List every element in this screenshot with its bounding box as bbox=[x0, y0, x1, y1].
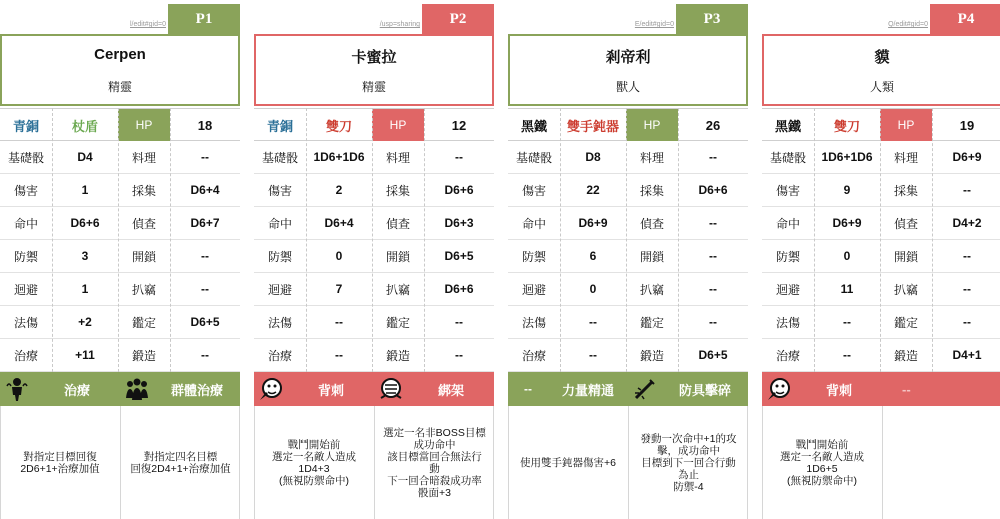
material-label: 青銅 bbox=[12, 118, 39, 134]
stat-value: D4 bbox=[77, 150, 93, 164]
card-topbar bbox=[254, 0, 494, 34]
stat-label: 基礎骰 bbox=[769, 150, 806, 165]
sheet-link[interactable]: Q/edit#gid=0 bbox=[888, 21, 928, 28]
skill-value: -- bbox=[709, 216, 717, 230]
skill-1-name: 力量精通 bbox=[561, 382, 614, 398]
stat-label: 法傷 bbox=[775, 315, 800, 330]
skill-1-description: 戰鬥開始前 選定一名敵人造成 1D6+5 (無視防禦命中) bbox=[780, 438, 864, 487]
skill-label: 鑑定 bbox=[385, 315, 410, 330]
material-label: 黑鐵 bbox=[520, 118, 547, 134]
skill-label: 偵查 bbox=[385, 216, 410, 231]
skill-label: 扒竊 bbox=[639, 282, 664, 297]
stat-row bbox=[254, 207, 494, 240]
stat-label: 傷害 bbox=[267, 183, 292, 198]
sheet-link[interactable]: l/edit#gid=0 bbox=[129, 21, 166, 28]
stat-label: 傷害 bbox=[13, 183, 38, 198]
skill-1-description: 對指定目標回復 2D6+1+治療加值 bbox=[20, 450, 100, 475]
stat-row bbox=[254, 141, 494, 174]
stat-row bbox=[508, 207, 748, 240]
stat-label: 防禦 bbox=[13, 249, 38, 264]
stat-row bbox=[762, 306, 1000, 339]
skill-1-description: 戰鬥開始前 選定一名敵人造成 1D4+3 (無視防禦命中) bbox=[272, 438, 356, 487]
skill-label: 料理 bbox=[131, 150, 156, 165]
character-name: Cerpen bbox=[94, 46, 146, 63]
skill-value: -- bbox=[709, 282, 717, 296]
skill-label: 鍛造 bbox=[385, 348, 410, 363]
stat-value: +2 bbox=[78, 315, 92, 329]
player-tag: P2 bbox=[422, 4, 494, 34]
skill-2-description: 選定一名非BOSS目標 成功命中 該目標當回合無法行 動 下一回合暗殺成功率 骰面+3 bbox=[374, 406, 494, 519]
skill-value: -- bbox=[709, 150, 717, 164]
skill-value: -- bbox=[201, 348, 209, 362]
stats-table bbox=[254, 141, 494, 372]
stat-row bbox=[254, 273, 494, 306]
material-label: 青銅 bbox=[266, 118, 293, 134]
skill-label: 鑑定 bbox=[639, 315, 664, 330]
stat-value: D6+4 bbox=[324, 216, 354, 230]
stat-value: 7 bbox=[335, 282, 343, 296]
name-box bbox=[0, 34, 240, 106]
stats-table bbox=[508, 141, 748, 372]
skill-1 bbox=[508, 372, 628, 406]
stat-value: -- bbox=[843, 315, 851, 329]
stat-label: 治療 bbox=[775, 348, 800, 363]
stat-value: 1 bbox=[81, 282, 89, 296]
skill-label: 鍛造 bbox=[893, 348, 918, 363]
stat-value: 11 bbox=[840, 282, 854, 296]
skill-value: D6+4 bbox=[190, 183, 220, 197]
skill-value: -- bbox=[455, 315, 463, 329]
stat-row bbox=[0, 339, 240, 372]
player-tag: P3 bbox=[676, 4, 748, 34]
weapon-label: 雙刀 bbox=[325, 118, 352, 134]
stat-value: +11 bbox=[75, 348, 95, 362]
stat-value: D6+6 bbox=[70, 216, 100, 230]
backstab-head-icon bbox=[254, 372, 288, 406]
character-card-p2 bbox=[254, 0, 494, 519]
stat-label: 命中 bbox=[267, 216, 292, 231]
skill-2-name: 綁架 bbox=[437, 382, 464, 398]
hp-label: HP bbox=[372, 109, 424, 141]
skill-label: 採集 bbox=[639, 183, 664, 198]
stat-row bbox=[762, 273, 1000, 306]
skill-2 bbox=[628, 372, 748, 406]
hp-value: 26 bbox=[705, 117, 721, 133]
stat-value: 1D6+1D6 bbox=[313, 150, 365, 164]
skill-value: D6+5 bbox=[698, 348, 728, 362]
stat-value: -- bbox=[335, 348, 343, 362]
material-label: 黑鐵 bbox=[774, 118, 801, 134]
healer-person-icon bbox=[0, 372, 34, 406]
stat-value: 0 bbox=[589, 282, 597, 296]
skill-2 bbox=[120, 372, 240, 406]
stat-value: 1D6+1D6 bbox=[821, 150, 873, 164]
stat-label: 基礎骰 bbox=[261, 150, 298, 165]
weapon-label: 雙手鈍器 bbox=[566, 118, 619, 134]
stat-value: -- bbox=[589, 315, 597, 329]
character-card-p1 bbox=[0, 0, 240, 519]
stat-label: 防禦 bbox=[267, 249, 292, 264]
skill-1-name: 背刺 bbox=[317, 382, 344, 398]
skill-1 bbox=[762, 372, 882, 406]
stat-label: 傷害 bbox=[775, 183, 800, 198]
stat-label: 治療 bbox=[521, 348, 546, 363]
armor-break-icon bbox=[628, 372, 662, 406]
stat-value: 22 bbox=[586, 183, 600, 197]
stat-row bbox=[254, 306, 494, 339]
stat-label: 迴避 bbox=[521, 282, 546, 297]
skill-value: -- bbox=[963, 315, 971, 329]
card-topbar bbox=[762, 0, 1000, 34]
skill-label: 開鎖 bbox=[131, 249, 156, 264]
character-name: 卡蜜拉 bbox=[351, 49, 397, 66]
stat-value: D8 bbox=[585, 150, 601, 164]
skill-value: -- bbox=[201, 282, 209, 296]
hp-value: 19 bbox=[959, 117, 975, 133]
skill-1 bbox=[254, 372, 374, 406]
skill-1-name: 治療 bbox=[63, 382, 90, 398]
skill-value: -- bbox=[709, 249, 717, 263]
skill-2-name: -- bbox=[902, 381, 911, 397]
stat-row bbox=[508, 141, 748, 174]
skill-value: -- bbox=[455, 150, 463, 164]
stat-label: 法傷 bbox=[13, 315, 38, 330]
card-topbar bbox=[508, 0, 748, 34]
skill-2-name: 防具擊碎 bbox=[678, 382, 731, 398]
skill-value: D6+9 bbox=[952, 150, 982, 164]
skill-2 bbox=[882, 372, 1000, 406]
skill-label: 開鎖 bbox=[639, 249, 664, 264]
stat-row bbox=[508, 339, 748, 372]
stat-label: 迴避 bbox=[267, 282, 292, 297]
stats-table bbox=[762, 141, 1000, 372]
skill-2-description bbox=[882, 406, 1000, 519]
character-card-p3 bbox=[508, 0, 748, 519]
group-heal-icon bbox=[120, 372, 154, 406]
stat-row bbox=[254, 174, 494, 207]
stat-row bbox=[762, 339, 1000, 372]
skill-label: 扒竊 bbox=[131, 282, 156, 297]
stat-label: 防禦 bbox=[775, 249, 800, 264]
stat-row bbox=[762, 240, 1000, 273]
stat-row bbox=[762, 141, 1000, 174]
stat-value: -- bbox=[335, 315, 343, 329]
stat-row bbox=[762, 207, 1000, 240]
character-name: 剎帝利 bbox=[605, 49, 651, 66]
stat-value: -- bbox=[843, 348, 851, 362]
character-race: 精靈 bbox=[107, 80, 132, 94]
skill-value: D6+5 bbox=[444, 249, 474, 263]
skill-2 bbox=[374, 372, 494, 406]
skill-label: 採集 bbox=[893, 183, 918, 198]
character-name: 貘 bbox=[874, 49, 890, 66]
sheet-link[interactable]: /usp=sharing bbox=[379, 21, 420, 28]
skill-1 bbox=[0, 372, 120, 406]
stat-label: 命中 bbox=[521, 216, 546, 231]
skill-label: 料理 bbox=[639, 150, 664, 165]
skill-value: -- bbox=[963, 249, 971, 263]
skill-2-description: 發動一次命中+1的攻 擊，成功命中 目標到下一回合行動 為止 防禦-4 bbox=[628, 406, 748, 519]
stat-row bbox=[0, 141, 240, 174]
name-box bbox=[762, 34, 1000, 106]
stat-value: 2 bbox=[335, 183, 343, 197]
stat-row bbox=[762, 174, 1000, 207]
hp-label: HP bbox=[118, 109, 170, 141]
stat-row bbox=[508, 273, 748, 306]
hp-value: 18 bbox=[197, 117, 213, 133]
weapon-label: 雙刀 bbox=[833, 118, 860, 134]
name-box bbox=[254, 34, 494, 106]
skill-label: 鑑定 bbox=[893, 315, 918, 330]
skill-bar bbox=[508, 372, 748, 406]
stat-value: 0 bbox=[843, 249, 851, 263]
skill-1-name: 背刺 bbox=[825, 382, 852, 398]
skill-label: 扒竊 bbox=[385, 282, 410, 297]
skill-value: D4+1 bbox=[952, 348, 982, 362]
skill-value: D6+7 bbox=[190, 216, 220, 230]
player-tag: P4 bbox=[930, 4, 1000, 34]
stat-row bbox=[254, 339, 494, 372]
stat-value: D6+9 bbox=[832, 216, 862, 230]
stat-label: 法傷 bbox=[521, 315, 546, 330]
stat-row bbox=[508, 306, 748, 339]
stat-row bbox=[254, 240, 494, 273]
equipment-header-row bbox=[508, 108, 748, 141]
skill-value: D6+6 bbox=[444, 183, 474, 197]
stat-label: 命中 bbox=[775, 216, 800, 231]
equipment-header-row bbox=[0, 108, 240, 141]
hp-label: HP bbox=[880, 109, 932, 141]
stat-label: 基礎骰 bbox=[7, 150, 44, 165]
character-race: 精靈 bbox=[361, 80, 386, 94]
skill-bar bbox=[0, 372, 240, 406]
skill-1-icon: -- bbox=[524, 382, 532, 396]
hp-value: 12 bbox=[451, 117, 467, 133]
stat-value: 6 bbox=[589, 249, 597, 263]
equipment-header-row bbox=[254, 108, 494, 141]
skill-value: D6+6 bbox=[444, 282, 474, 296]
skill-label: 偵查 bbox=[131, 216, 156, 231]
skill-label: 料理 bbox=[893, 150, 918, 165]
stat-label: 迴避 bbox=[13, 282, 38, 297]
skill-label: 開鎖 bbox=[893, 249, 918, 264]
skill-value: -- bbox=[455, 348, 463, 362]
stat-label: 傷害 bbox=[521, 183, 546, 198]
character-race: 人類 bbox=[869, 80, 894, 94]
stat-label: 基礎骰 bbox=[515, 150, 552, 165]
skill-label: 料理 bbox=[385, 150, 410, 165]
skill-2-icon bbox=[882, 372, 896, 406]
stat-row bbox=[0, 207, 240, 240]
skill-2-name: 群體治療 bbox=[170, 382, 223, 398]
card-topbar bbox=[0, 0, 240, 34]
weapon-label: 杖盾 bbox=[71, 118, 98, 134]
stat-row bbox=[0, 273, 240, 306]
skill-2-description: 對指定四名目標 回復2D4+1+治療加值 bbox=[120, 406, 240, 519]
skill-label: 開鎖 bbox=[385, 249, 410, 264]
stat-value: 1 bbox=[81, 183, 89, 197]
stat-row bbox=[508, 174, 748, 207]
skill-label: 鍛造 bbox=[131, 348, 156, 363]
skill-value: -- bbox=[201, 150, 209, 164]
stat-label: 防禦 bbox=[521, 249, 546, 264]
hp-label: HP bbox=[626, 109, 678, 141]
backstab-head-icon bbox=[762, 372, 796, 406]
name-box bbox=[508, 34, 748, 106]
stat-label: 命中 bbox=[13, 216, 38, 231]
stat-value: 3 bbox=[81, 249, 89, 263]
skill-value: -- bbox=[963, 282, 971, 296]
stat-label: 迴避 bbox=[775, 282, 800, 297]
stat-label: 治療 bbox=[267, 348, 292, 363]
stat-label: 法傷 bbox=[267, 315, 292, 330]
equipment-header-row bbox=[762, 108, 1000, 141]
stat-row bbox=[0, 240, 240, 273]
stat-value: -- bbox=[589, 348, 597, 362]
player-tag: P1 bbox=[168, 4, 240, 34]
skill-value: -- bbox=[963, 183, 971, 197]
skill-label: 鍛造 bbox=[639, 348, 664, 363]
skill-bar bbox=[254, 372, 494, 406]
sheet-link[interactable]: E/edit#gid=0 bbox=[634, 21, 674, 28]
skill-value: D6+3 bbox=[444, 216, 474, 230]
skill-label: 採集 bbox=[131, 183, 156, 198]
stat-row bbox=[0, 174, 240, 207]
skill-value: D4+2 bbox=[952, 216, 982, 230]
character-card-p4 bbox=[762, 0, 1000, 519]
stat-row bbox=[508, 240, 748, 273]
stats-table bbox=[0, 141, 240, 372]
skill-1-description: 使用雙手鈍器傷害+6 bbox=[520, 456, 616, 469]
skill-value: D6+5 bbox=[190, 315, 220, 329]
skill-label: 扒竊 bbox=[893, 282, 918, 297]
skill-bar bbox=[762, 372, 1000, 406]
skill-label: 採集 bbox=[385, 183, 410, 198]
skill-label: 偵查 bbox=[639, 216, 664, 231]
skill-value: -- bbox=[201, 249, 209, 263]
skill-label: 鑑定 bbox=[131, 315, 156, 330]
character-race: 獸人 bbox=[615, 80, 640, 94]
stat-value: 9 bbox=[843, 183, 851, 197]
stat-value: 0 bbox=[335, 249, 343, 263]
stat-label: 治療 bbox=[13, 348, 38, 363]
stat-row bbox=[0, 306, 240, 339]
kidnap-head-icon bbox=[374, 372, 408, 406]
skill-label: 偵查 bbox=[893, 216, 918, 231]
skill-value: -- bbox=[709, 315, 717, 329]
skill-value: D6+6 bbox=[698, 183, 728, 197]
stat-value: D6+9 bbox=[578, 216, 608, 230]
